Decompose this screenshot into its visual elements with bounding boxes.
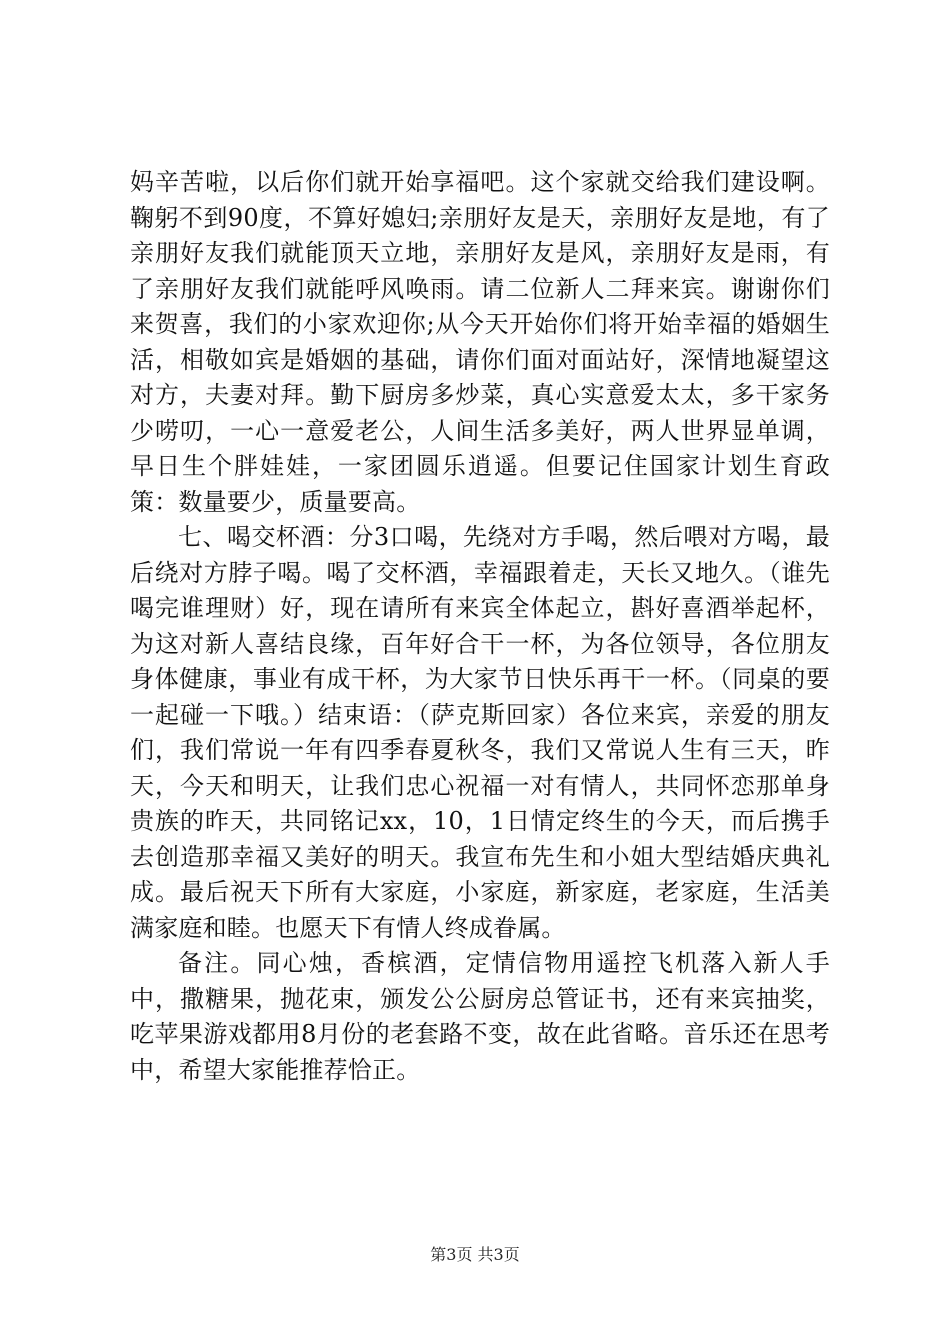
page-number-label: 第3页 共3页 <box>430 1245 520 1264</box>
page-footer <box>0 1245 950 1265</box>
document-body <box>130 165 830 1088</box>
paragraph-continuation: 妈辛苦啦，以后你们就开始享福吧。这个家就交给我们建设啊。鞠躬不到90度，不算好媳妇;亲朋好友是天，亲朋好友是地，有了亲朋好友我们就能顶天立地，亲朋好友是风，亲朋好友是雨，有了亲朋好友我们就能呼风唤雨。请二位新人二拜来宾。谢谢你们来贺喜，我们的小家欢迎你;从今天开始你们将开始幸福的婚姻生活，相敬如宾是婚姻的基础，请你们面对面站好，深情地凝望这对方，夫妻对拜。勤下厨房多炒菜，真心实意爱太太，多干家务少唠叨，一心一意爱老公，人间生活多美好，两人世界显单调，早日生个胖娃娃，一家团圆乐逍遥。但要记住国家计划生育政策：数量要少，质量要高。 <box>130 168 830 516</box>
paragraph-remarks: 备注。同心烛，香槟酒，定情信物用遥控飞机落入新人手中，撒糖果，抛花束，颁发公公厨房总管证书，还有来宾抽奖，吃苹果游戏都用8月份的老套路不变，故在此省略。音乐还在思考中，希望大家能推荐恰正。 <box>130 949 830 1084</box>
paragraph-toast-and-closing: 七、喝交杯酒：分3口喝，先绕对方手喝，然后喂对方喝，最后绕对方脖子喝。喝了交杯酒，幸福跟着走，天长又地久。（谁先喝完谁理财）好，现在请所有来宾全体起立，斟好喜酒举起杯，为这对新人喜结良缘，百年好合干一杯，为各位领导，各位朋友身体健康，事业有成干杯，为大家节日快乐再干一杯。（同桌的要一起碰一下哦。）结束语：（萨克斯回家）各位来宾，亲爱的朋友们，我们常说一年有四季春夏秋冬，我们又常说人生有三天，昨天，今天和明天，让我们忠心祝福一对有情人，共同怀恋那单身贵族的昨天，共同铭记xx，10，1日情定终生的今天，而后携手去创造那幸福又美好的明天。我宣布先生和小姐大型结婚庆典礼成。最后祝天下所有大家庭，小家庭，新家庭，老家庭，生活美满家庭和睦。也愿天下有情人终成眷属。 <box>130 523 830 942</box>
